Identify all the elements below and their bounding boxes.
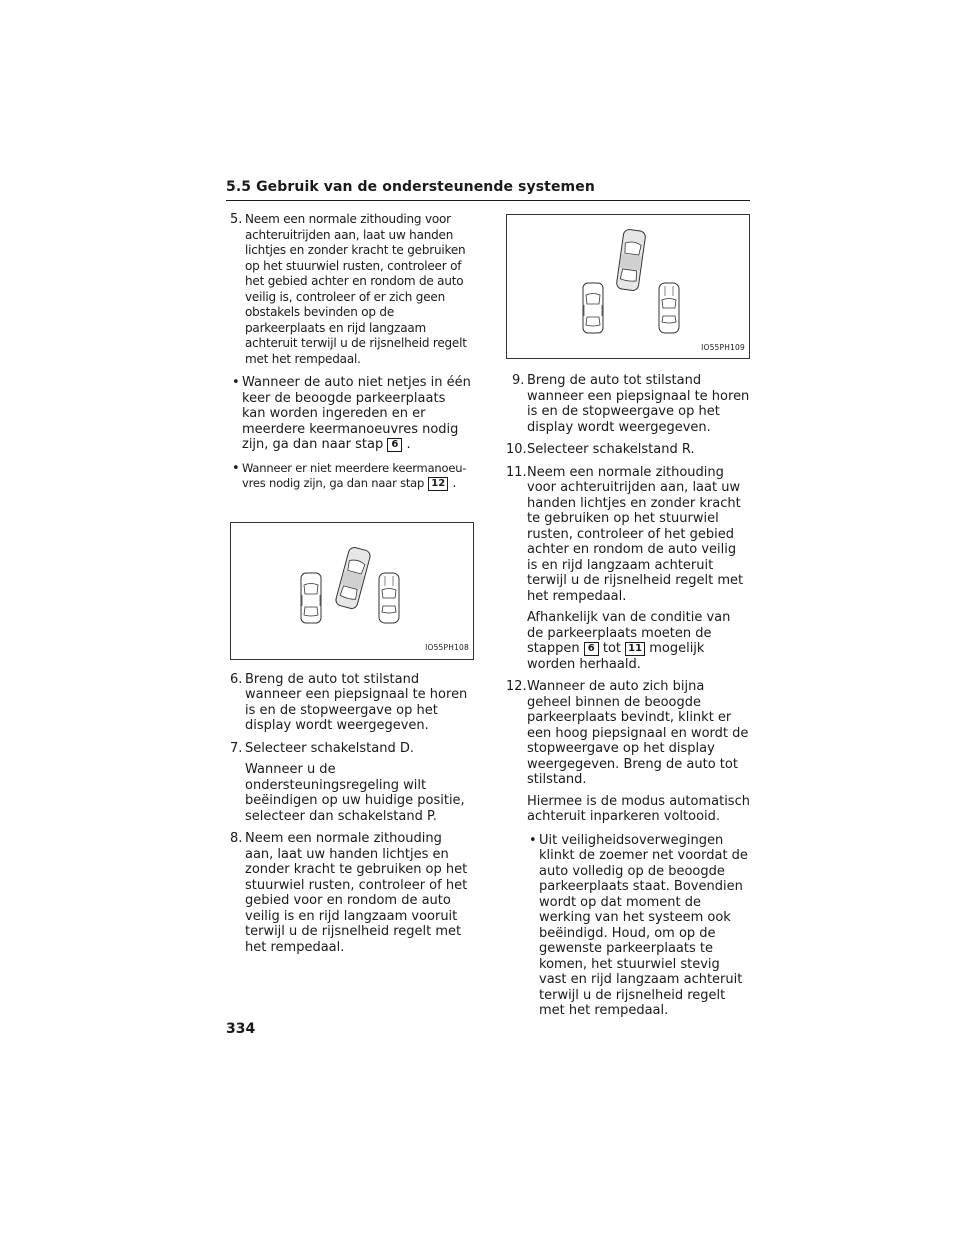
bullet-dot: • (529, 832, 537, 848)
bullet-text: Wanneer de auto niet netjes in één keer de beoogde parkeerplaats kan worden ingereden en er meerdere keermanoeuvres nodig zijn, ga dan naar stap (242, 375, 471, 452)
parking-illustration-2 (506, 214, 750, 359)
step-text: Neem een normale zithouding aan, laat uw handen lichtjes en zonder kracht te gebruiken op het stuurwiel rusten, controleer of het gebied voor en rondom de auto veilig is en rijd langzaam vooruit terwijl u de rijsnelheid regelt met het rempedaal. (245, 831, 468, 955)
step-text: Neem een normale zithouding voor achteruitrijden aan, laat uw handen lichtjes en zonder kracht te gebruiken op het stuurwiel rusten, controleer of het gebied achter en rondom de auto veilig is en rijd langzaam achteruit terwijl u de rijsnelheid regelt met het rempedaal. (527, 464, 744, 604)
step-note: Wanneer u de ondersteuningsregeling wilt beëindigen op uw huidige positie, selecteer dan schakelstand P. (245, 762, 465, 824)
step-text: Wanneer de auto zich bijna geheel binnen de beoogde parkeerplaats bevindt, klinkt er een hoog piepsignaal en wordt de stopweergave op het display weergegeven. Breng de auto tot stilstand. (527, 679, 749, 787)
parking-cars-drawing (231, 523, 473, 659)
note-text-a: Afhankelijk van de conditie van de parkeerplaats moeten de stappen (527, 610, 731, 656)
bullet-tail: . (406, 437, 411, 452)
note-text-b: mogelijk worden herhaald. (527, 641, 705, 672)
left-column (230, 212, 472, 962)
step-5 (230, 212, 472, 367)
section-header (226, 178, 750, 201)
note-text-mid: tot (602, 641, 622, 656)
bullet-dot: • (232, 375, 240, 390)
note-bullet-multiple-manoeuvres (230, 375, 472, 453)
step-number: 5. (230, 212, 243, 227)
step-number: 6. (230, 671, 243, 687)
step-text: Selecteer schakelstand D. (245, 740, 414, 756)
note-bullet-safety (527, 833, 750, 1019)
step-reference-6: 6 (584, 642, 599, 656)
parking-cars-drawing (507, 215, 749, 358)
note-bullet-no-manoeuvres (230, 461, 472, 492)
step-10 (506, 442, 750, 458)
step-reference-12: 12 (428, 477, 448, 491)
step-reference-6: 6 (387, 438, 402, 452)
step-9 (506, 373, 750, 435)
step-6 (230, 672, 472, 734)
section-title: 5.5 Gebruik van de ondersteunende systemen (226, 179, 595, 195)
step-11 (506, 465, 750, 673)
step-note (527, 610, 750, 672)
step-12 (506, 679, 750, 1019)
step-number: 11. (506, 464, 527, 480)
step-text: Neem een normale zithouding voor achteruitrijden aan, laat uw handen lichtjes en zonder kracht te gebruiken op het stuurwiel rusten, controleer of het gebied achter en rondom de auto veilig is, controleer of er zich geen obstakels bevinden op de parkeerplaats en rijd langzaam achteruit terwijl u de rijsnelheid regelt met het rempedaal. (245, 212, 467, 366)
step-note: Hiermee is de modus automatisch achteruit inparkeren voltooid. (527, 793, 750, 824)
step-text: Selecteer schakelstand R. (527, 442, 695, 457)
step-number: 10. (506, 442, 527, 457)
step-8 (230, 831, 472, 955)
right-column (506, 212, 750, 1026)
bullet-text: Uit veiligheidsoverwegingen klinkt de zoemer net voordat de auto volledig op de beoogde parkeerplaats staat. Bovendien wordt op dat moment de werking van het systeem ook beëindigd. Houd, om op de gewenste parkeerplaats te komen, het stuurwiel stevig vast en rijd langzaam achteruit terwijl u de rijsnelheid regelt met het rempedaal. (539, 832, 748, 1018)
step-number: 12. (506, 679, 527, 694)
figure-code: IO55PH108 (425, 643, 469, 652)
step-text: Breng de auto tot stilstand wanneer een piepsignaal te horen is en de stopweergave op het display wordt weergegeven. (245, 671, 468, 733)
page-number: 334 (226, 1021, 256, 1037)
step-7 (230, 741, 472, 825)
bullet-dot: • (232, 460, 240, 476)
parking-illustration-1 (230, 522, 474, 660)
bullet-text: Wanneer er niet meerdere keermanoeu- vres nodig zijn, ga dan naar stap (242, 460, 467, 490)
step-number: 7. (230, 740, 243, 756)
step-text: Breng de auto tot stilstand wanneer een piepsignaal te horen is en de stopweergave op het display wordt weergegeven. (527, 373, 750, 435)
bullet-tail: . (452, 476, 457, 491)
step-reference-11: 11 (625, 642, 645, 656)
step-number: 9. (512, 373, 525, 388)
step-number: 8. (230, 831, 243, 846)
figure-code: IO55PH109 (701, 342, 745, 352)
